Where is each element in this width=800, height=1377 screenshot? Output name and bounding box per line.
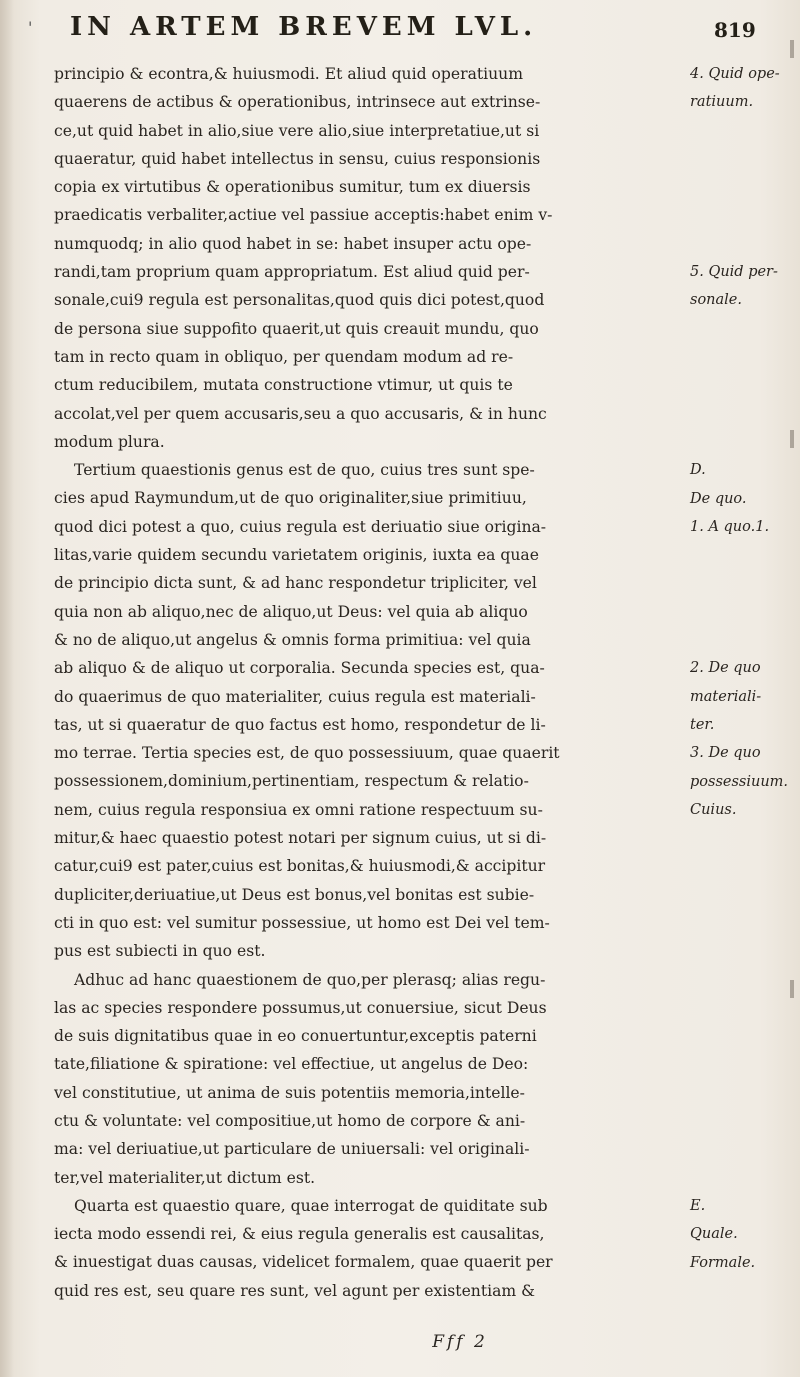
running-head <box>0 8 800 48</box>
margin-note: Cuius. <box>690 801 737 818</box>
text-line: & no de aliquo,ut angelus & omnis forma primitiua: vel quia <box>54 630 531 649</box>
text-line: randi,tam proprium quam appropriatum. Est aliud quid per- <box>54 263 530 282</box>
text-line: do quaerimus de quo materialiter, cuius regula est materiali- <box>54 687 536 706</box>
text-line: tate,filiatione & spiratione: vel effectiue, ut angelus de Deo: <box>54 1055 529 1074</box>
main-text-block <box>54 60 694 1305</box>
margin-note: D. <box>690 462 706 479</box>
text-line: ab aliquo & de aliquo ut corporalia. Secunda species est, qua- <box>54 659 545 678</box>
signature-mark: Fff 2 <box>432 1332 488 1352</box>
text-line: quia non ab aliquo,nec de aliquo,ut Deus: vel quia ab aliquo <box>54 602 528 621</box>
margin-note: Formale. <box>690 1254 756 1271</box>
text-line: accolat,vel per quem accusaris,seu a quo accusaris, & in hunc <box>54 404 547 423</box>
text-line: copia ex virtutibus & operationibus sumitur, tum ex diuersis <box>54 178 531 197</box>
text-line: mitur,& haec quaestio potest notari per signum cuius, ut si di- <box>54 829 547 848</box>
text-line: ter,vel materialiter,ut dictum est. <box>54 1168 316 1187</box>
text-line: possessionem,dominium,pertinentiam, respectum & relatio- <box>54 772 529 791</box>
text-line: las ac species respondere possumus,ut conuersiue, sicut Deus <box>54 998 547 1017</box>
margin-note: De quo. <box>690 490 747 507</box>
text-line: de persona siue suppofito quaerit,ut quis creauit mundu, quo <box>54 319 539 338</box>
margin-note: 3. De quo <box>690 745 761 762</box>
text-line: quaeratur, quid habet intellectus in sensu, cuius responsionis <box>54 149 541 168</box>
margin-note: materiali- <box>690 688 762 705</box>
margin-note: ter. <box>690 716 715 733</box>
signature-mark-container <box>0 1332 800 1352</box>
margin-note: 4. Quid ope- <box>690 66 780 82</box>
text-line: catur,cui9 est pater,cuius est bonitas,& huiusmodi,& accipitur <box>54 857 546 876</box>
text-line: praedicatis verbaliter,actiue vel passiue acceptis:habet enim v- <box>54 206 553 225</box>
text-line: mo terrae. Tertia species est, de quo possessiuum, quae quaerit <box>54 744 560 763</box>
margin-note: ratiuum. <box>690 94 754 111</box>
margin-note: 2. De quo <box>690 660 761 677</box>
text-line: modum plura. <box>54 432 165 451</box>
margin-note: E. <box>690 1198 706 1214</box>
text-line: litas,varie quidem secundu varietatem originis, iuxta ea quae <box>54 546 539 565</box>
text-line: Adhuc ad hanc quaestionem de quo,per plerasq; alias regu- <box>74 970 546 989</box>
text-line: dupliciter,deriuatiue,ut Deus est bonus,vel bonitas est subie- <box>54 885 535 904</box>
text-line: quid res est, seu quare res sunt, vel agunt per existentiam & <box>54 1281 536 1300</box>
text-line: quaerens de actibus & operationibus, intrinsece aut extrinse- <box>54 93 541 112</box>
text-line: sonale,cui9 regula est personalitas,quod quis dici potest,quod <box>54 291 545 310</box>
running-head-title: IN ARTEM BREVEM LVL. <box>70 12 538 42</box>
running-head-mark: ' <box>28 18 33 37</box>
text-line: ce,ut quid habet in alio,siue vere alio,siue interpretatiue,ut si <box>54 121 540 140</box>
text-line: ctu & voluntate: vel compositiue,ut homo de corpore & ani- <box>54 1111 526 1130</box>
text-line: cti in quo est: vel sumitur possessiue, ut homo est Dei vel tem- <box>54 913 550 932</box>
text-line: principio & econtra,& huiusmodi. Et aliud quid operatiuum <box>54 65 524 83</box>
edge-mark <box>790 430 794 448</box>
text-line: de principio dicta sunt, & ad hanc respondetur tripliciter, vel <box>54 574 537 593</box>
binding-shadow <box>0 0 14 1377</box>
text-line: pus est subiecti in quo est. <box>54 942 266 961</box>
text-line: nem, cuius regula responsiua ex omni ratione respectuum su- <box>54 800 543 819</box>
margin-note: possessiuum. <box>690 773 789 790</box>
text-line: quod dici potest a quo, cuius regula est deriuatio siue origina- <box>54 517 547 536</box>
margin-note: sonale. <box>690 292 742 309</box>
text-line: numquodq; in alio quod habet in se: habet insuper actu ope- <box>54 234 532 253</box>
text-line: tas, ut si quaeratur de quo factus est homo, respondetur de li- <box>54 715 546 734</box>
text-line: & inuestigat duas causas, videlicet formalem, quae quaerit per <box>54 1253 553 1272</box>
text-line: de suis dignitatibus quae in eo conuertuntur,exceptis paterni <box>54 1027 537 1046</box>
text-line: Quarta est quaestio quare, quae interrogat de quiditate sub <box>74 1196 548 1215</box>
margin-note: Quale. <box>690 1226 738 1243</box>
text-line: iecta modo essendi rei, & eius regula generalis est causalitas, <box>54 1225 545 1244</box>
margin-note: 5. Quid per- <box>690 264 778 281</box>
text-line: tam in recto quam in obliquo, per quendam modum ad re- <box>54 347 514 366</box>
text-line: ctum reducibilem, mutata constructione vtimur, ut quis te <box>54 376 513 395</box>
edge-mark <box>790 980 794 998</box>
margin-note: 1. A quo.1. <box>690 518 770 535</box>
text-line: Tertium quaestionis genus est de quo, cuius tres sunt spe- <box>74 461 535 480</box>
text-line: ma: vel deriuatiue,ut particulare de uniuersali: vel originali- <box>54 1140 530 1159</box>
text-line: vel constitutiue, ut anima de suis potentiis memoria,intelle- <box>54 1083 525 1102</box>
text-line: cies apud Raymundum,ut de quo originaliter,siue primitiuu, <box>54 489 527 508</box>
page-number: 819 <box>714 18 756 42</box>
